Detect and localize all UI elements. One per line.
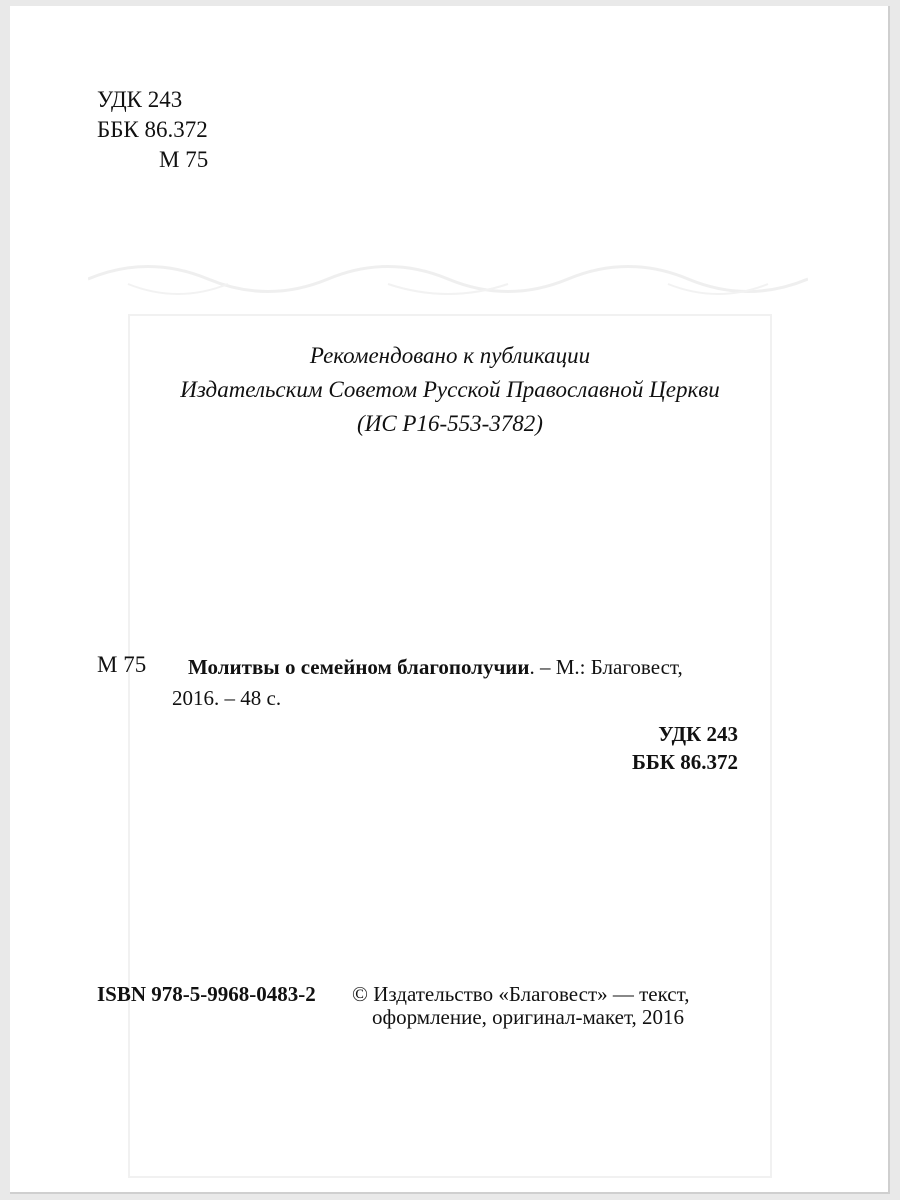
- approval-line-3: (ИС Р16-553-3782): [357, 411, 543, 436]
- catalog-author-mark: М 75: [97, 652, 147, 677]
- catalog-udk: УДК 243: [658, 722, 738, 746]
- header-udk: УДК 243: [97, 87, 183, 112]
- copyright-line-1: © Издательство «Благовест» — текст,: [352, 982, 690, 1006]
- book-imprint: . – М.: Благовест,: [529, 655, 683, 679]
- header-author-mark: М 75: [159, 147, 209, 172]
- catalog-entry-line-1: [188, 653, 683, 681]
- header-bbk: ББК 86.372: [97, 117, 208, 142]
- ornament-showthrough: [88, 254, 808, 304]
- book-title: Молитвы о семейном благополучии: [188, 655, 530, 679]
- catalog-entry-line-2: 2016. – 48 с.: [172, 686, 282, 710]
- catalog-bbk: ББК 86.372: [632, 750, 738, 774]
- approval-line-1: Рекомендовано к публикации: [309, 343, 591, 368]
- copyright-line-2: оформление, оригинал-макет, 2016: [372, 1005, 685, 1029]
- isbn-number: ISBN 978-5-9968-0483-2: [97, 982, 316, 1006]
- approval-line-2: Издательским Советом Русской Православной Церкви: [180, 377, 720, 402]
